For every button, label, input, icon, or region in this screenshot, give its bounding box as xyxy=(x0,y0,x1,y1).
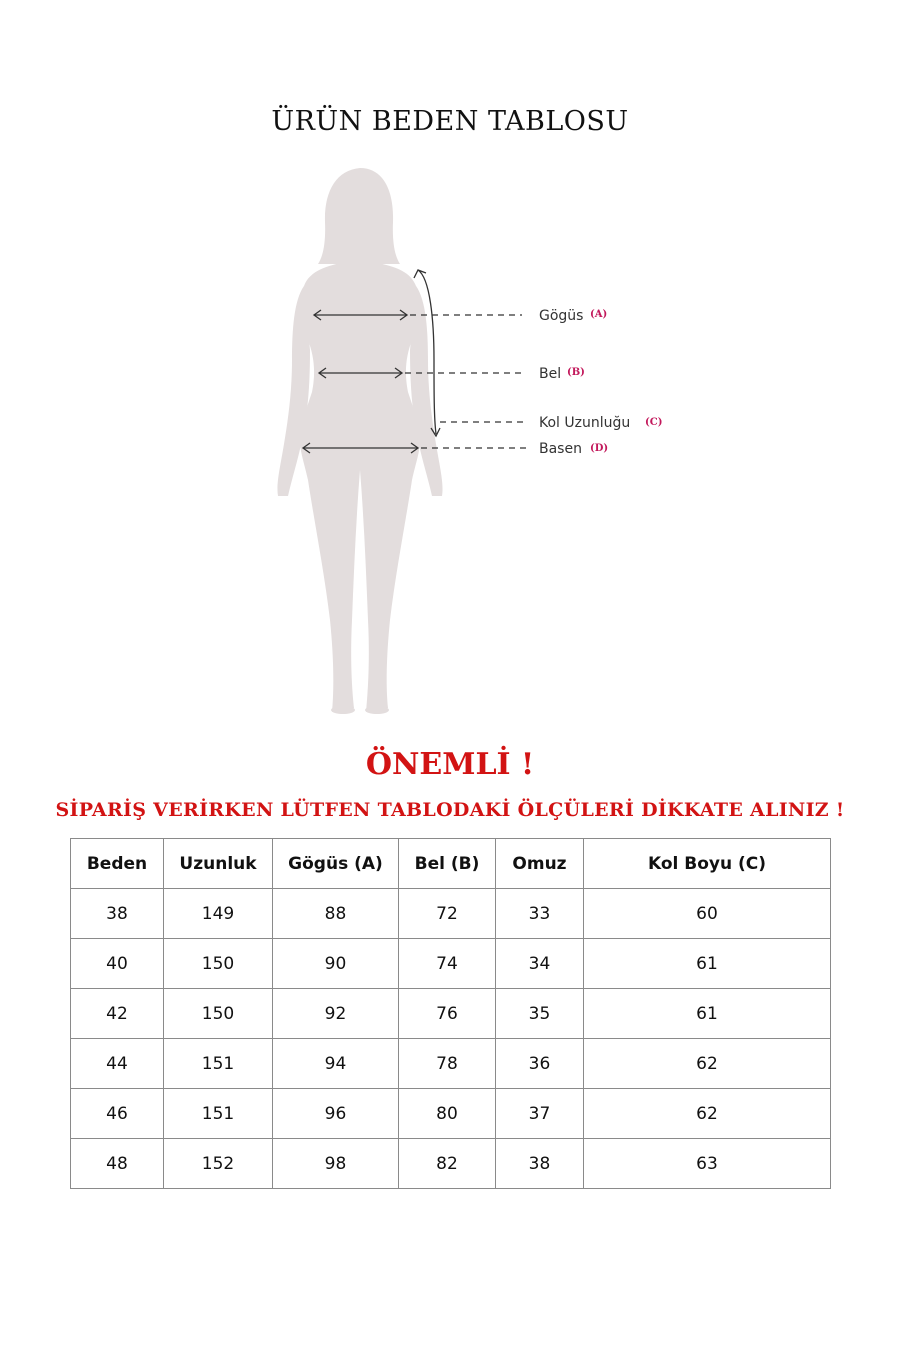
table-cell: 152 xyxy=(164,1139,273,1189)
table-cell: 76 xyxy=(399,989,496,1039)
size-table xyxy=(70,838,831,1189)
table-cell: 44 xyxy=(71,1039,164,1089)
measure-code-chest: (A) xyxy=(590,309,608,320)
table-cell: 38 xyxy=(71,889,164,939)
measure-label-chest: Gögüs xyxy=(539,308,584,324)
table-cell: 72 xyxy=(399,889,496,939)
table-header-row xyxy=(71,839,831,889)
table-cell: 37 xyxy=(496,1089,584,1139)
measure-label-hips: Basen xyxy=(539,441,582,457)
table-cell: 74 xyxy=(399,939,496,989)
table-row xyxy=(71,1039,831,1089)
table-cell: 62 xyxy=(584,1039,831,1089)
table-cell: 82 xyxy=(399,1139,496,1189)
header-cell-shoulder: Omuz xyxy=(496,839,584,889)
table-cell: 33 xyxy=(496,889,584,939)
table-cell: 42 xyxy=(71,989,164,1039)
measure-code-sleeve: (C) xyxy=(645,417,663,428)
header-cell-chest: Gögüs (A) xyxy=(273,839,399,889)
table-cell: 151 xyxy=(164,1089,273,1139)
table-cell: 92 xyxy=(273,989,399,1039)
table-cell: 90 xyxy=(273,939,399,989)
table-cell: 36 xyxy=(496,1039,584,1089)
order-warning-text: SİPARİŞ VERİRKEN LÜTFEN TABLODAKİ ÖLÇÜLERİ DİKKATE ALINIZ ! xyxy=(55,799,845,821)
table-cell: 61 xyxy=(584,939,831,989)
table-row xyxy=(71,889,831,939)
table-cell: 98 xyxy=(273,1139,399,1189)
silhouette xyxy=(277,168,442,714)
table-cell: 35 xyxy=(496,989,584,1039)
measure-code-waist: (B) xyxy=(567,367,585,378)
measure-code-hips: (D) xyxy=(590,443,609,454)
table-cell: 151 xyxy=(164,1039,273,1089)
table-cell: 40 xyxy=(71,939,164,989)
table-row xyxy=(71,939,831,989)
table-cell: 94 xyxy=(273,1039,399,1089)
table-cell: 46 xyxy=(71,1089,164,1139)
table-cell: 60 xyxy=(584,889,831,939)
table-cell: 150 xyxy=(164,939,273,989)
table-row xyxy=(71,989,831,1039)
table-cell: 48 xyxy=(71,1139,164,1189)
page-title: ÜRÜN BEDEN TABLOSU xyxy=(271,106,629,137)
table-row xyxy=(71,1139,831,1189)
header-cell-waist: Bel (B) xyxy=(399,839,496,889)
header-cell-sleeve: Kol Boyu (C) xyxy=(584,839,831,889)
measure-label-waist: Bel xyxy=(539,366,562,382)
header-cell-size: Beden xyxy=(71,839,164,889)
important-heading: ÖNEMLİ ! xyxy=(365,747,535,782)
table-cell: 88 xyxy=(273,889,399,939)
table-cell: 62 xyxy=(584,1089,831,1139)
table-cell: 96 xyxy=(273,1089,399,1139)
table-row xyxy=(71,1089,831,1139)
table-cell: 61 xyxy=(584,989,831,1039)
measure-label-sleeve: Kol Uzunluğu xyxy=(539,415,631,431)
table-cell: 78 xyxy=(399,1039,496,1089)
table-cell: 149 xyxy=(164,889,273,939)
table-cell: 80 xyxy=(399,1089,496,1139)
table-cell: 150 xyxy=(164,989,273,1039)
table-cell: 63 xyxy=(584,1139,831,1189)
table-cell: 34 xyxy=(496,939,584,989)
header-cell-length: Uzunluk xyxy=(164,839,273,889)
table-cell: 38 xyxy=(496,1139,584,1189)
